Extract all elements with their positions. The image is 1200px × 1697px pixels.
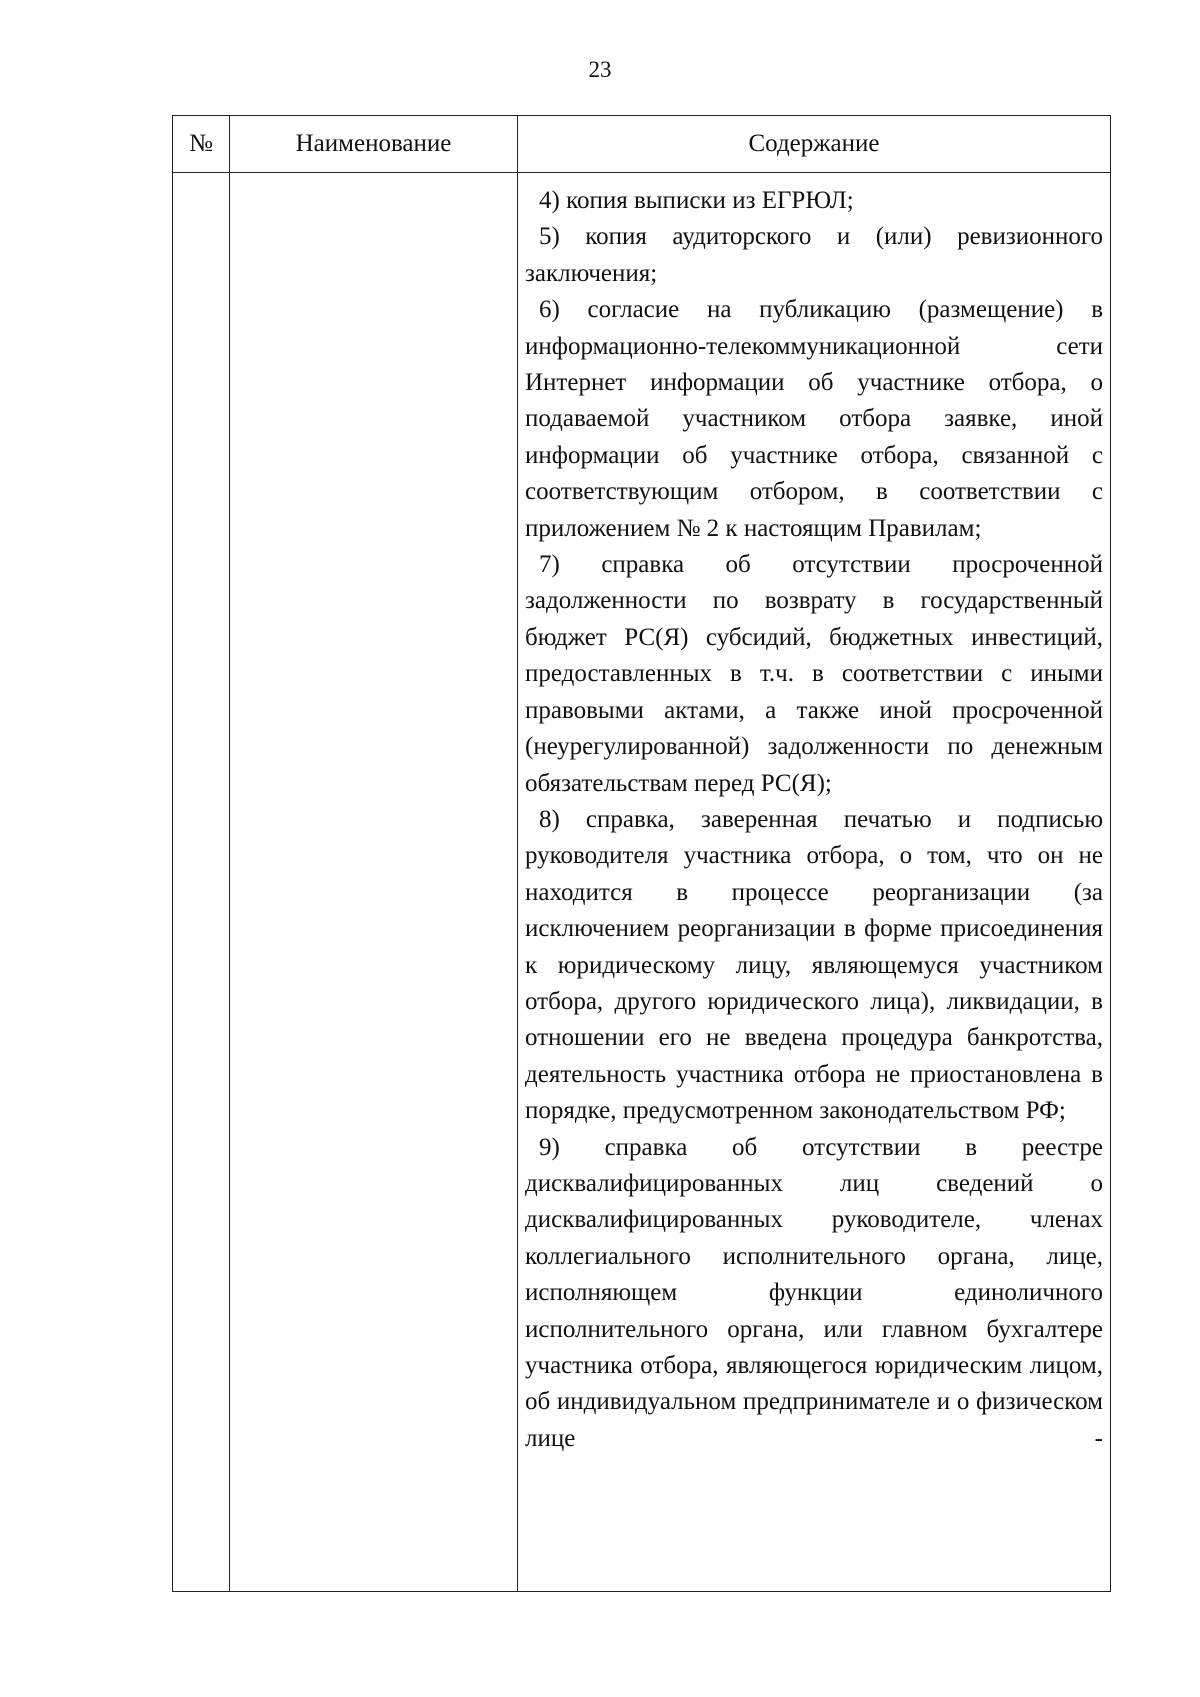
cell-number: [173, 173, 230, 1592]
page-number: 23: [588, 57, 612, 82]
cell-content: [518, 173, 1111, 1592]
content-paragraph: 8) справка, заверенная печатью и подписью руководителя участника отбора, о том, что он не находится в процессе реорганизации (за исключением реорганизации в форме присоединения к юридическому лицу, являющемуся участником отбора, другого юридического лица), ликвидации, в отношении его не введена процедура банкротства, деятельность участника отбора не приостановлена в порядке, предусмотренном законодательством РФ;: [525, 805, 1103, 1125]
header-number: №: [173, 116, 230, 173]
table-header-row: [173, 116, 1111, 173]
document-table: [172, 115, 1111, 1592]
content-paragraph: 6) согласие на публикацию (размещение) в информационно-телекоммуникационной сети Интернет информации об участнике отбора, о подаваемой участником отбора заявке, иной информации об участнике отбора, связанной с соответствующим отбором, в соответствии с приложением № 2 к настоящим Правилам;: [525, 296, 1103, 542]
content-paragraph: 7) справка об отсутствии просроченной задолженности по возврату в государственный бюджет РС(Я) субсидий, бюджетных инвестиций, предоставленных в т.ч. в соответствии с иными правовыми актами, а также иной просроченной (неурегулированной) задолженности по денежным обязательствам перед РС(Я);: [525, 551, 1103, 797]
table-row: [173, 173, 1111, 1592]
content-paragraph: 9) справка об отсутствии в реестре дисквалифицированных лиц сведений о дисквалифицированных руководителе, членах коллегиального исполнительного органа, лице, исполняющем функции единоличного исполнительного органа, или главном бухгалтере участника отбора, являющегося юридическим лицом, об индивидуальном предпринимателе и о физическом лице -: [525, 1133, 1103, 1452]
content-paragraph: 4) копия выписки из ЕГРЮЛ;: [539, 187, 854, 214]
header-content: Содержание: [518, 116, 1111, 173]
content-paragraph: 5) копия аудиторского и (или) ревизионного заключения;: [525, 223, 1103, 287]
cell-name: [230, 173, 518, 1592]
header-name: Наименование: [230, 116, 518, 173]
